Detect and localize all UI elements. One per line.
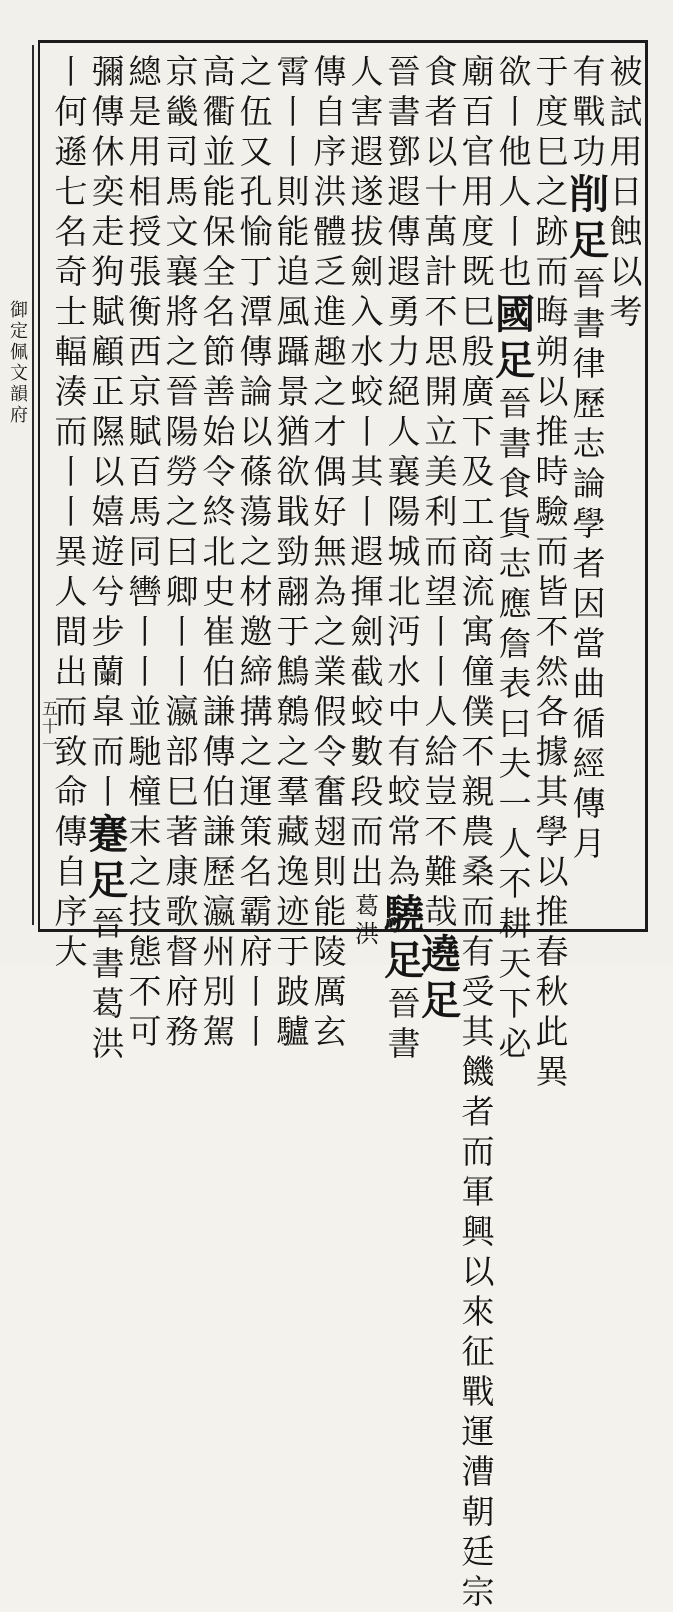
text-column (162, 52, 202, 1051)
text-segment: 霄 丨 丨 則 能 追 風 躡 景 猶 欲 戢 勁 翮 于 鷦 鷯 之 羣 藏 逸 迹 于 跛 驢 (276, 52, 310, 1051)
text-segment: 丨 何 遜 七 名 奇 士 輻 湊 而 丨 丨 異 人 間 出 而 致 命 (54, 52, 88, 811)
text-segment: 欲 丨 他 人 丨 也 (498, 52, 532, 291)
headword: 足 (569, 217, 609, 264)
text-segment: 總 是 用 相 授 張 衡 西 京 賦 百 馬 同 轡 丨 丨 並 馳 橦 末 之 技 態 不 可 (128, 52, 162, 1051)
text-segment: 晉 書 葛 洪 (91, 904, 125, 1063)
text-segment: 傳 自 序 洪 體 乏 進 趣 之 才 偶 好 無 為 之 業 假 令 奮 翅 則 能 陵 厲 玄 (313, 52, 347, 1051)
text-segment: 晉 書 (387, 984, 421, 1063)
page-number-vertical: 五 十 一 (41, 699, 58, 754)
headword: 遶 (421, 931, 461, 978)
text-column (88, 52, 128, 1063)
text-segment: 晦 朔 以 推 時 驗 而 皆 不 然 各 據 其 學 以 推 春 秋 此 異 (535, 292, 569, 1091)
text-segment: 人 害 遐 遂 拔 劍 入 水 蛟 丨 其 丨 遐 揮 劍 截 蛟 數 段 而 出 (350, 52, 384, 891)
headword: 足 (421, 977, 461, 1024)
text-segment: 京 畿 司 馬 文 襄 將 之 晉 陽 勞 之 曰 卿 丨 丨 瀛 部 巳 著 康 歌 督 府 務 (165, 52, 199, 1051)
text-segment: 傳 自 序 大 (54, 812, 88, 971)
text-column (458, 52, 498, 1611)
text-segment: 日 蝕 以 考 (609, 172, 643, 331)
headword: 驍 (384, 891, 424, 938)
margin-strip (6, 45, 34, 925)
text-segment: 晉 書 鄧 遐 傳 遐 勇 力 絕 人 襄 陽 城 北 沔 水 中 有 蛟 常 為 (387, 52, 421, 891)
text-column (532, 52, 572, 1091)
text-column (236, 52, 276, 1051)
headword: 國 (495, 291, 535, 338)
headword: 足 (88, 857, 128, 904)
text-column (421, 52, 461, 1024)
text-column (384, 52, 424, 1063)
text-segment: 高 衢 並 能 保 全 名 節 善 始 令 終 北 史 崔 伯 謙 傳 伯 謙 歷 瀛 州 別 駕 (202, 52, 236, 1051)
text-segment: 晉 書 食 貨 志 應 詹 表 曰 夫 一 人 不 耕 天 下 必 (498, 384, 532, 1063)
text-column (125, 52, 165, 1051)
text-segment: 被 試 用 (609, 52, 643, 171)
text-column (310, 52, 350, 1051)
text-column (51, 52, 91, 971)
text-segment: 食 者 以 十 萬 計 不 思 開 立 美 利 而 望 丨 丨 人 給 豈 不 難 哉 (424, 52, 458, 931)
headword: 削 (569, 171, 609, 218)
text-column (569, 52, 609, 922)
headword: 蹇 (88, 811, 128, 858)
text-column (347, 52, 387, 948)
text-column (273, 52, 313, 1051)
text-segment: 廟 百 官 用 度 既 巳 殷 廣 下 及 工 商 流 寓 僮 僕 不 親 農 桑 而 (461, 52, 495, 931)
text-column (606, 52, 646, 922)
text-column (199, 52, 239, 1051)
headword: 足 (495, 337, 535, 384)
book-title-vertical: 御 定 佩 文 韻 府 (10, 300, 28, 426)
text-segment: 之 伍 又 孔 愉 丁 潭 傳 論 以 蓧 蕩 之 材 邀 締 搆 之 運 策 名 霸 府 丨 丨 (239, 52, 273, 1051)
text-segment: 于 度 巳 之 跡 而 (535, 52, 569, 291)
headword: 足 (384, 937, 424, 984)
text-segment: 葛 洪 (355, 892, 379, 948)
text-segment: 有 受 其 饑 者 而 軍 興 以 來 征 戰 運 漕 朝 廷 宗 (461, 932, 495, 1611)
text-segment: 彌 傳 休 奕 走 狗 賦 顧 正 隰 以 嬉 遊 兮 步 蘭 皐 而 丨 (91, 52, 125, 811)
text-segment: 有 戰 功 (572, 52, 606, 171)
text-segment: 晉 書 律 歷 志 論 學 者 因 當 曲 循 經 傳 月 (572, 264, 606, 863)
text-column (495, 52, 535, 1063)
